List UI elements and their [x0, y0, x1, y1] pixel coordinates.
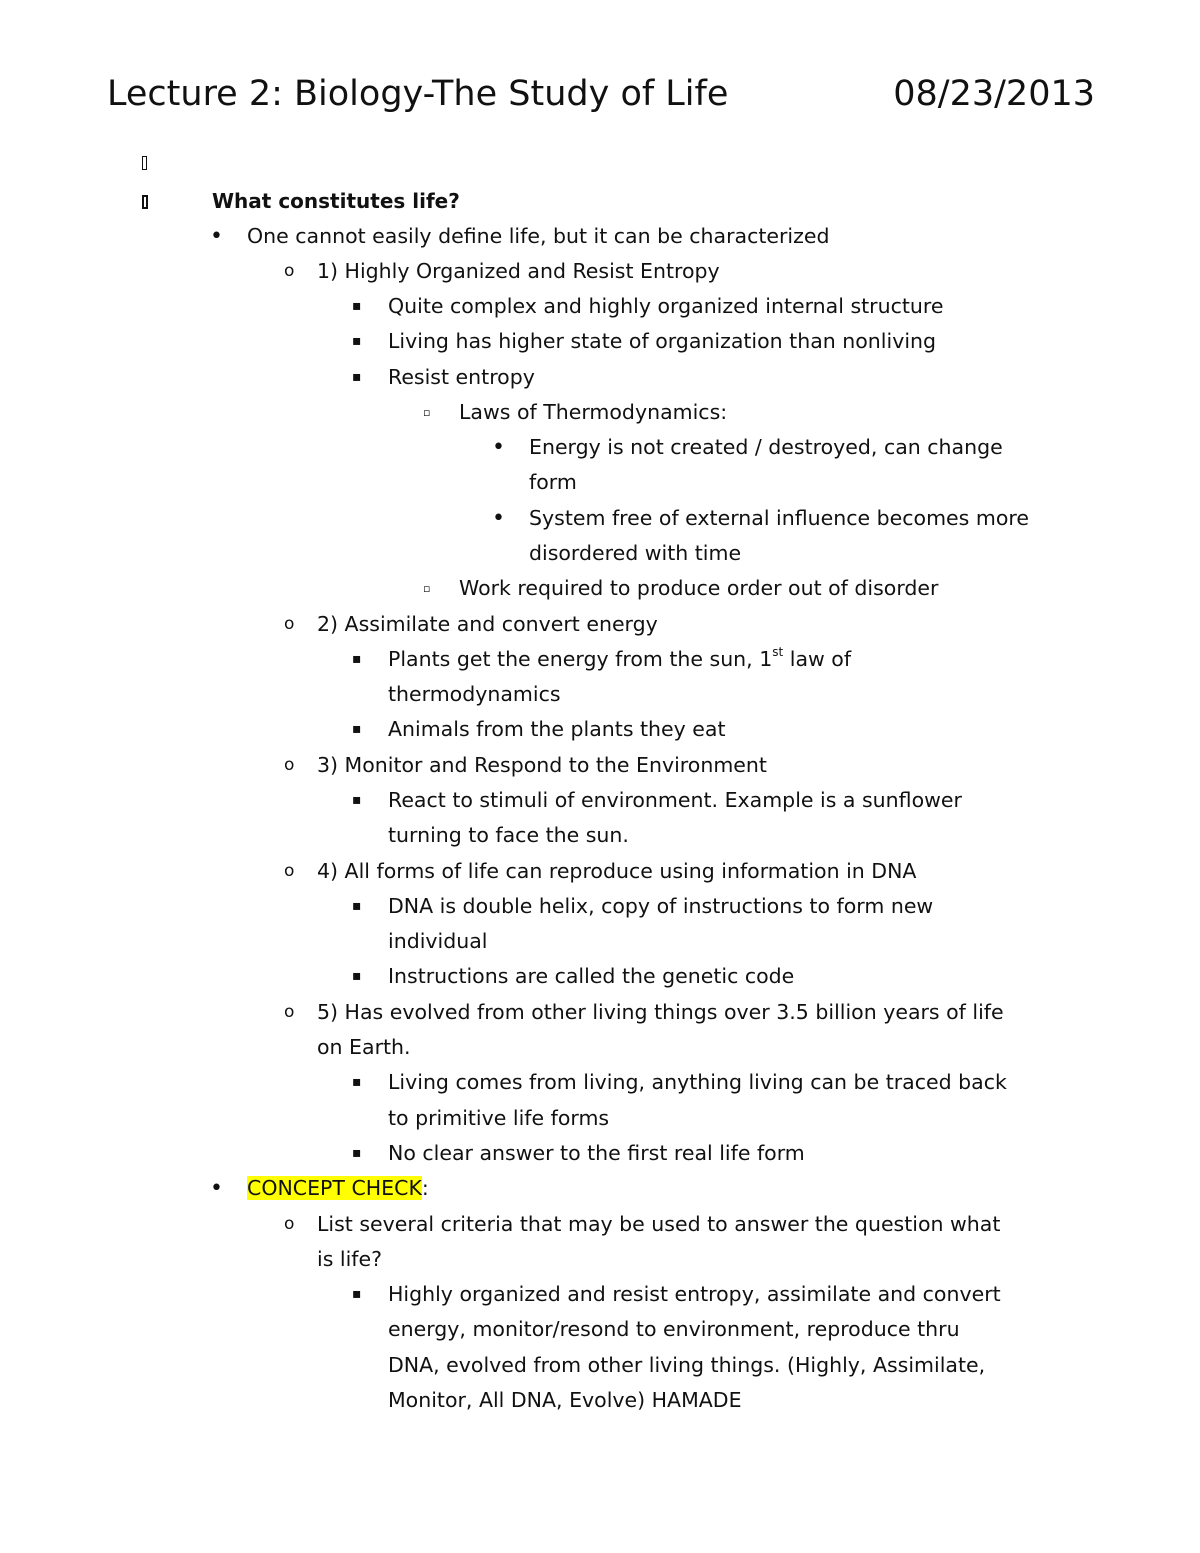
square-bullet-icon: ▪ [352, 721, 362, 737]
list-item-text: 4) All forms of life can reproduce using information in DNA [317, 859, 917, 883]
bullet-icon: • [210, 1176, 223, 1201]
square-bullet-icon: ▪ [352, 298, 362, 314]
list-item-text: 1) Highly Organized and Resist Entropy [317, 259, 720, 283]
list-item-text: form [529, 470, 577, 494]
square-bullet-icon: ▪ [352, 968, 362, 984]
square-bullet-icon: ▪ [352, 1145, 362, 1161]
highlighted-text: CONCEPT CHECK [247, 1176, 422, 1200]
list-item-text: thermodynamics [388, 682, 561, 706]
circle-bullet-icon: o [284, 755, 295, 775]
concept-check-label [247, 1171, 429, 1206]
square-bullet-icon: ▪ [352, 651, 362, 667]
square-bullet-icon: ▪ [352, 792, 362, 808]
box-bullet-icon [142, 145, 147, 180]
small-square-bullet-icon: ▫ [423, 582, 431, 595]
list-item-text: 5) Has evolved from other living things over 3.5 billion years of life [317, 1000, 1004, 1024]
list-item-text: Instructions are called the genetic code [388, 964, 795, 988]
list-item-text: on Earth. [317, 1035, 411, 1059]
list-item-text: React to stimuli of environment. Example is a sunflower [388, 788, 962, 812]
circle-bullet-icon: o [284, 261, 295, 281]
circle-bullet-icon: o [284, 861, 295, 881]
list-item-text: Laws of Thermodynamics: [459, 400, 728, 424]
list-item-text: Highly organized and resist entropy, assimilate and convert [388, 1282, 1001, 1306]
list-item-text-part: law of [783, 647, 852, 671]
list-item-text: Monitor, All DNA, Evolve) HAMADE [388, 1388, 742, 1412]
square-bullet-icon: ▪ [352, 1286, 362, 1302]
list-item-text [388, 642, 851, 677]
square-bullet-icon: ▪ [352, 898, 362, 914]
list-item-text: System free of external influence becomes more [529, 506, 1029, 530]
lecture-title: Lecture 2: Biology-The Study of Life [107, 74, 729, 114]
box-bullet-icon [142, 184, 148, 219]
list-item-text: individual [388, 929, 488, 953]
list-item-text: Work required to produce order out of disorder [459, 576, 939, 600]
list-item-text: No clear answer to the first real life form [388, 1141, 805, 1165]
list-item-text: Living comes from living, anything living can be traced back [388, 1070, 1007, 1094]
square-bullet-icon: ▪ [352, 1074, 362, 1090]
circle-bullet-icon: o [284, 614, 295, 634]
square-bullet-icon: ▪ [352, 333, 362, 349]
square-bullet-icon: ▪ [352, 369, 362, 385]
list-item-text: List several criteria that may be used to answer the question what [317, 1212, 1001, 1236]
document-header [107, 68, 1095, 124]
circle-bullet-icon: o [284, 1002, 295, 1022]
list-item-text: disordered with time [529, 541, 742, 565]
bullet-icon: • [492, 506, 505, 531]
list-item-text: is life? [317, 1247, 382, 1271]
lecture-date: 08/23/2013 [893, 74, 1095, 114]
small-square-bullet-icon: ▫ [423, 406, 431, 419]
list-item-text: Resist entropy [388, 365, 535, 389]
list-item-text: 3) Monitor and Respond to the Environment [317, 753, 767, 777]
list-item-text: to primitive life forms [388, 1106, 610, 1130]
list-item-text: DNA is double helix, copy of instructions to form new [388, 894, 934, 918]
colon: : [421, 1176, 429, 1200]
superscript: st [772, 645, 784, 660]
list-item-text: turning to face the sun. [388, 823, 629, 847]
bullet-icon: • [492, 435, 505, 460]
list-item-text: Living has higher state of organization than nonliving [388, 329, 937, 353]
list-item-text-part: Plants get the energy from the sun, 1 [388, 647, 773, 671]
list-item-text: One cannot easily define life, but it can be characterized [247, 224, 830, 248]
list-item-text: energy, monitor/resond to environment, reproduce thru [388, 1317, 960, 1341]
bullet-icon: • [210, 224, 223, 249]
list-item-text: Quite complex and highly organized internal structure [388, 294, 944, 318]
circle-bullet-icon: o [284, 1214, 295, 1234]
list-item-text: Animals from the plants they eat [388, 717, 726, 741]
section-heading: What constitutes life? [212, 189, 460, 213]
list-item-text: 2) Assimilate and convert energy [317, 612, 658, 636]
list-item-text: DNA, evolved from other living things. (Highly, Assimilate, [388, 1353, 986, 1377]
list-item-text: Energy is not created / destroyed, can change [529, 435, 1003, 459]
